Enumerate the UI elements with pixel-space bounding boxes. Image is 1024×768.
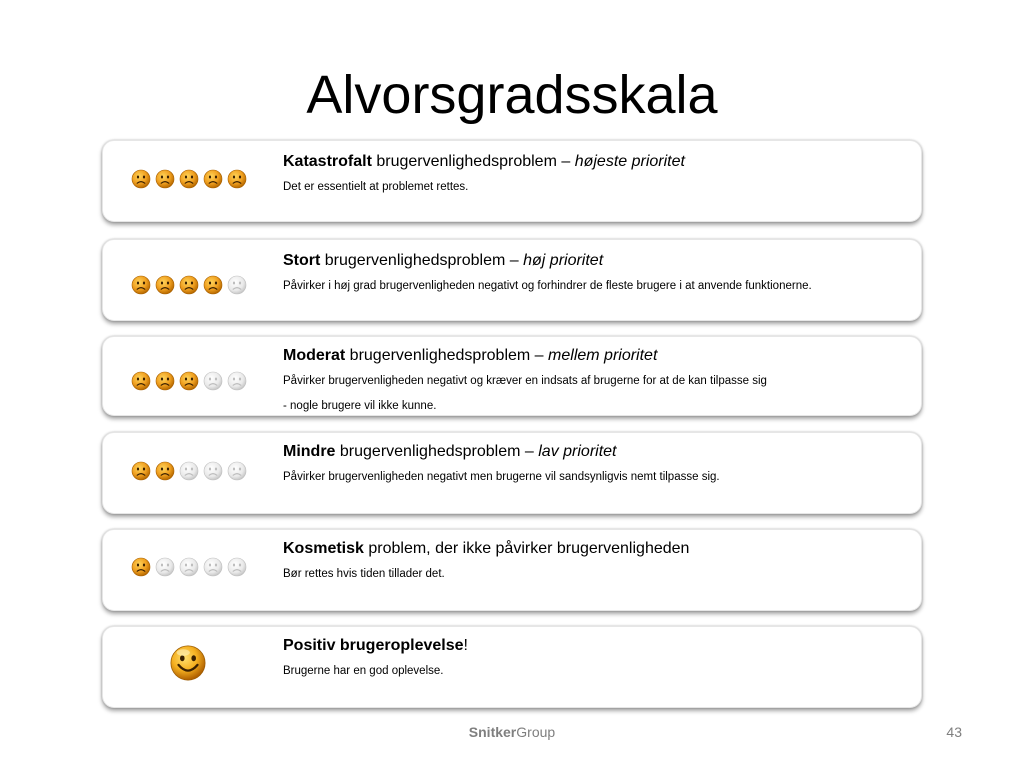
sad-face-icon: [131, 461, 151, 481]
severity-label: Kosmetisk: [283, 540, 364, 557]
severity-label: Moderat: [283, 347, 346, 364]
priority-label: mellem prioritet: [548, 347, 658, 364]
severity-faces: [131, 557, 247, 577]
severity-heading: [283, 345, 901, 367]
neutral-face-icon: [203, 557, 223, 577]
description-line: Det er essentielt at problemet rettes.: [283, 181, 469, 193]
description-line: Påvirker brugervenligheden negativt men brugerne vil sandsynligvis nemt tilpasse sig.: [283, 471, 720, 483]
brand-bold: Snitker: [468, 724, 517, 740]
heading-rest: problem, der ikke påvirker brugervenligheden: [363, 540, 690, 557]
severity-label: Stort: [283, 252, 321, 269]
severity-card-stort: [102, 239, 922, 321]
severity-label: Positiv brugeroplevelse: [283, 637, 464, 654]
severity-label: Katastrofalt: [283, 153, 372, 170]
neutral-face-icon: [227, 371, 247, 391]
description-line: Brugerne har en god oplevelse.: [283, 665, 444, 677]
priority-label: højeste prioritet: [574, 153, 685, 170]
heading-rest: brugervenlighedsproblem –: [320, 252, 524, 269]
neutral-face-icon: [155, 557, 175, 577]
sad-face-icon: [155, 371, 175, 391]
severity-description: [283, 274, 901, 299]
neutral-face-icon: [227, 461, 247, 481]
neutral-face-icon: [203, 371, 223, 391]
sad-face-icon: [131, 275, 151, 295]
sad-face-icon: [203, 169, 223, 189]
severity-faces: [131, 461, 247, 481]
severity-card-mindre: [102, 432, 922, 514]
severity-heading: [283, 151, 901, 173]
neutral-face-icon: [227, 557, 247, 577]
neutral-face-icon: [179, 461, 199, 481]
page-number: 43: [946, 724, 962, 740]
severity-label: Mindre: [283, 443, 336, 460]
severity-heading: [283, 441, 901, 463]
severity-description: [283, 369, 901, 419]
severity-description: [283, 659, 901, 684]
severity-card-moderat: [102, 336, 922, 416]
heading-rest: !: [463, 637, 468, 654]
severity-card-kosmetisk: [102, 529, 922, 611]
neutral-face-icon: [179, 557, 199, 577]
sad-face-icon: [131, 557, 151, 577]
description-line: - nogle brugere vil ikke kunne.: [283, 400, 437, 412]
footer-brand: [0, 724, 1024, 740]
severity-heading: [283, 635, 901, 657]
severity-faces: [131, 169, 247, 189]
smiley-icon: [169, 644, 207, 682]
neutral-face-icon: [227, 275, 247, 295]
heading-rest: brugervenlighedsproblem –: [345, 347, 549, 364]
sad-face-icon: [179, 275, 199, 295]
neutral-face-icon: [203, 461, 223, 481]
brand-rest: Group: [516, 724, 556, 740]
severity-heading: [283, 538, 901, 560]
severity-faces: [131, 275, 247, 295]
severity-heading: [283, 250, 901, 272]
sad-face-icon: [155, 169, 175, 189]
severity-faces: [131, 371, 247, 391]
sad-face-icon: [227, 169, 247, 189]
severity-description: [283, 465, 901, 490]
description-line: Påvirker i høj grad brugervenligheden negativt og forhindrer de fleste brugere i at anvende funktionerne.: [283, 280, 812, 292]
heading-rest: brugervenlighedsproblem –: [371, 153, 575, 170]
priority-label: høj prioritet: [523, 252, 604, 269]
sad-face-icon: [131, 371, 151, 391]
sad-face-icon: [155, 275, 175, 295]
priority-label: lav prioritet: [538, 443, 617, 460]
sad-face-icon: [131, 169, 151, 189]
sad-face-icon: [155, 461, 175, 481]
severity-card-positiv: [102, 626, 922, 708]
slide-title: Alvorsgradsskala: [306, 65, 718, 125]
sad-face-icon: [203, 275, 223, 295]
severity-description: [283, 562, 901, 587]
sad-face-icon: [179, 371, 199, 391]
severity-card-katastrofalt: [102, 140, 922, 222]
description-line: Bør rettes hvis tiden tillader det.: [283, 568, 445, 580]
severity-description: [283, 175, 901, 200]
sad-face-icon: [179, 169, 199, 189]
description-line: Påvirker brugervenligheden negativt og kræver en indsats af brugerne for at de kan tilpasse sig: [283, 375, 767, 387]
heading-rest: brugervenlighedsproblem –: [335, 443, 539, 460]
